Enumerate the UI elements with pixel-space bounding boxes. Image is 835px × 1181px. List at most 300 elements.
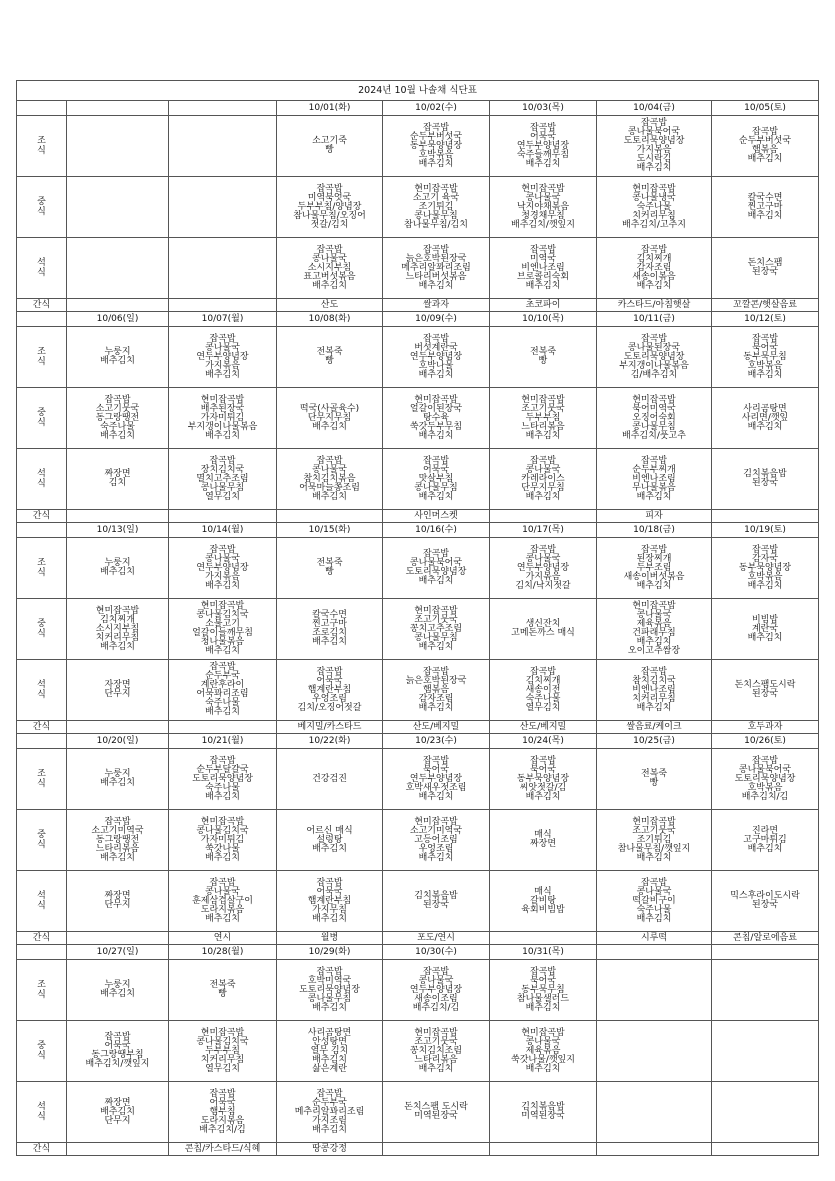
menu-item: 동부묵무침 [743,351,787,362]
menu-item: 배추김치 [418,576,454,586]
lunch-cell [712,599,819,660]
day-date: 10/11(금) [597,312,712,327]
menu-item: 매식 [534,830,552,840]
breakfast-cell [169,749,277,810]
menu-item: 호박볶음 [747,360,783,371]
menu-item: 콩나물북어국 [738,764,792,775]
dinner-cell [169,449,277,510]
dinner-row [17,238,819,299]
menu-item: 배추김치 [205,430,240,441]
menu-item: 배추김치 [636,163,672,173]
dinner-cell [712,871,819,932]
menu-item: 참치김치볶음 [303,473,356,484]
date-row-label [17,101,67,116]
menu-item: 꽁치김치조림 [409,1045,463,1056]
menu-item: 배추김치 [205,369,240,380]
menu-item: 콩나물국 [525,464,561,475]
menu-item: 씨앗젓갈/김 [519,782,567,793]
menu-item: 순두부찌개 [632,464,676,475]
menu-item: 청나물볶음 [200,637,245,647]
lunch-label: 중 식 [17,177,67,238]
lunch-cell [67,388,169,449]
menu-item: 계란후라이 [200,680,245,690]
menu-item: 조고기뭇국 [414,1036,458,1047]
day-date: 10/03(목) [490,101,597,116]
menu-item: 숙주나물 [525,693,561,704]
lunch-cell [277,388,383,449]
breakfast-cell [383,960,490,1021]
lunch-label: 중 식 [17,810,67,871]
menu-item: 단무지 [104,689,131,699]
snack-cell: 연시 [169,932,277,945]
menu-item: 잡곡밥 [209,1088,236,1099]
menu-item: 설렁탕 [316,834,343,845]
dinner-row [17,1082,819,1143]
lunch-cell [712,177,819,238]
menu-item: 배추김치 [525,430,561,441]
menu-item: 배추김치 [312,1124,347,1135]
menu-item: 제육볶음 [525,1045,561,1056]
menu-item: 고구마튀김 [743,834,787,845]
lunch-cell [490,810,597,871]
dinner-cell [490,449,597,510]
snack-label: 간식 [17,299,67,312]
breakfast-cell [712,749,819,810]
menu-item: 잡곡밥 [422,244,450,255]
day-date [169,101,277,116]
menu-item: 된장국 [751,478,779,488]
menu-item: 두부부침 [205,1045,240,1056]
dinner-cell [67,238,169,299]
date-row-label [17,734,67,749]
menu-item: 참나물무침/김치 [404,219,468,230]
menu-item: 햄계란부침 [307,684,352,695]
menu-item: 진라면 [751,825,779,836]
menu-item: 현미잡곡밥 [414,816,458,827]
menu-item: 현미잡곡밥 [414,605,458,616]
menu-item: 도토리묵양념장 [734,773,796,784]
menu-item: 배추김치 [312,280,347,291]
menu-item: 콩나물국 [312,464,347,475]
menu-item: 전복죽 [640,769,668,779]
menu-item: 부지갱이나물볶음 [619,360,689,371]
menu-item: 잡곡밥 [640,877,668,888]
menu-item: 돈치스팸 [747,258,783,268]
snack-cell [490,932,597,945]
dinner-label: 석 식 [17,1082,67,1143]
day-date [712,945,819,960]
dinner-cell [597,871,712,932]
date-row [17,523,819,538]
menu-item: 배추김치 [312,1054,347,1065]
lunch-cell [597,177,712,238]
menu-item: 카레라이스 [521,473,565,484]
menu-item: 잡곡밥 [209,755,236,766]
menu-item: 배추김치 [747,580,783,591]
snack-row [17,299,819,312]
day-date [67,101,169,116]
menu-item: 동그랑땡부침 [91,1050,144,1060]
menu-item: 콩나물무침 [414,632,458,643]
breakfast-cell [712,327,819,388]
menu-item: 도토리묵양념장 [299,984,360,995]
day-date: 10/09(수) [383,312,490,327]
menu-item: 배추김치 [418,430,454,441]
menu-item: 배추김치 [747,843,783,854]
menu-item: 배추김치 [100,778,135,788]
menu-item: 쑥갓나물/깻잎지 [511,1054,575,1065]
snack-cell: 사인머스켓 [383,510,490,523]
menu-item: 배추김치 [205,913,240,924]
menu-item: 호박나물 [418,360,454,371]
menu-item: 잡곡밥 [209,455,236,466]
dinner-cell [712,238,819,299]
menu-item: 떡국(사골육수) [299,403,360,414]
menu-item: 콩나물국 [205,886,240,897]
menu-item: 숙주나물 [636,201,672,212]
menu-item: 숙주나물 [205,698,240,708]
menu-item: 조로김치 [312,628,347,638]
menu-item: 배추김치/깻잎지 [511,219,575,230]
menu-item: 빵 [218,989,227,999]
menu-item: 두부부침 [525,412,561,423]
day-date: 10/12(토) [712,312,819,327]
menu-item: 잡곡밥 [104,816,131,827]
menu-item: 메추리알꽈리조림 [294,1106,365,1117]
lunch-cell [169,177,277,238]
day-date [597,945,712,960]
menu-item: 비엔나조림 [632,473,676,484]
menu-item: 얼갈이된장국 [409,403,463,414]
menu-item: 호박볶음 [747,571,783,582]
menu-item: 버섯계란국 [414,342,458,353]
lunch-cell [490,388,597,449]
menu-item: 청경채무침 [521,210,565,221]
menu-item: 콩나물무침 [200,482,245,493]
menu-item: 소시지부침 [95,623,140,634]
snack-cell: 콘칩/알로에음료 [712,932,819,945]
dinner-cell [597,449,712,510]
menu-item: 메추리알꽈리조림 [401,262,471,273]
date-row [17,101,819,116]
menu-item: 빵 [538,356,548,366]
menu-item: 김치찌개 [636,253,672,264]
menu-item: 잡곡밥 [422,755,450,766]
menu-item: 소고기미역국 [91,825,144,836]
menu-item: 멸치고추조림 [196,473,249,484]
lunch-cell [597,810,712,871]
menu-item: 도토리묵양념장 [405,567,467,577]
menu-item: 맛살부침 [418,473,454,484]
menu-item: 잡곡밥 [529,122,557,133]
lunch-cell [67,177,169,238]
menu-item: 배추김치 [418,369,454,380]
menu-item: 미역국 [529,253,557,264]
menu-item: 숙주나물 [636,904,672,915]
menu-item: 가지볶음 [636,145,672,155]
menu-item: 동그랑땡전 [95,412,140,423]
menu-item: 느타리버섯볶음 [405,271,467,282]
menu-item: 콩나물무침 [414,482,458,493]
snack-row [17,721,819,734]
menu-item: 연두부양념장 [409,984,463,995]
snack-cell [67,299,169,312]
dinner-label: 석 식 [17,871,67,932]
menu-item: 잡곡밥 [640,244,668,255]
menu-item: 배추김치 [205,852,240,863]
date-row-label [17,523,67,538]
menu-item: 숙주들깨무침 [516,149,570,160]
lunch-row [17,1021,819,1082]
day-date: 10/14(월) [169,523,277,538]
breakfast-cell [67,116,169,177]
day-date: 10/25(금) [597,734,712,749]
snack-cell: 산도 [277,299,383,312]
menu-item: 두부부침/양념장 [297,201,362,212]
snack-cell [169,721,277,734]
snack-label: 간식 [17,721,67,734]
menu-item: 햄볶음 [751,145,779,155]
lunch-row [17,177,819,238]
lunch-cell [490,1021,597,1082]
breakfast-cell [383,116,490,177]
menu-item: 장치김치국 [200,464,245,475]
menu-item: 참나물무침/깻잎지 [617,843,691,854]
menu-item: 새송이버섯볶음 [623,571,685,582]
menu-item: 탕수육 [422,412,450,423]
menu-item: 어묵국 [422,464,450,475]
menu-item: 감자조림 [636,262,672,273]
day-date: 10/24(목) [490,734,597,749]
menu-item: 잡곡밥 [751,333,779,344]
menu-item: 숙주나물 [205,782,240,793]
dinner-cell [490,871,597,932]
snack-cell: 카스타드/아침햇살 [597,299,712,312]
menu-item: 동부묵무침 [521,984,565,995]
breakfast-cell [169,116,277,177]
day-date: 10/08(화) [277,312,383,327]
day-date: 10/07(월) [169,312,277,327]
menu-item: 비빔밥 [751,614,779,625]
breakfast-cell [597,960,712,1021]
menu-item: 잡곡밥 [316,666,343,677]
lunch-cell [383,177,490,238]
menu-item: 조고기뭇국 [632,825,676,836]
menu-item: 도라지볶음 [200,1115,245,1126]
day-date: 10/18(금) [597,523,712,538]
menu-item: 잡곡밥 [316,877,343,888]
menu-item: 연두부양념장 [196,562,249,573]
menu-item: 현미잡곡밥 [521,1027,565,1038]
menu-item: 전복죽 [316,558,343,568]
menu-item: 치커리무침 [200,1054,245,1065]
lunch-cell [277,599,383,660]
date-row-label [17,312,67,327]
menu-item: 조고기뭇국 [521,403,565,414]
dinner-cell [277,1082,383,1143]
dinner-cell [67,660,169,721]
lunch-cell [712,1021,819,1082]
menu-item: 단무지무침 [307,412,352,423]
dinner-row [17,871,819,932]
menu-item: 믹스후라이도시락 [730,891,800,901]
day-date: 10/22(화) [277,734,383,749]
menu-item: 단무지 [104,1115,131,1126]
menu-item: 콩나물냉국 [632,192,676,203]
menu-item: 부지갱이나물볶음 [187,421,258,432]
menu-item: 콩나물국 [636,610,672,620]
snack-row [17,1143,819,1156]
snack-cell: 땅콩강정 [277,1143,383,1156]
day-date: 10/26(토) [712,734,819,749]
menu-item: 배추김치 [418,702,454,713]
lunch-cell [169,1021,277,1082]
menu-item: 현미잡곡밥 [200,1027,245,1038]
breakfast-cell [169,960,277,1021]
menu-item: 잡곡밥 [751,127,779,137]
menu-item: 잡곡밥 [529,244,557,255]
menu-item: 전복죽 [209,980,236,990]
breakfast-cell [490,327,597,388]
day-date: 10/21(월) [169,734,277,749]
menu-item: 배추김치 [418,791,454,802]
menu-item: 떡갈비구이 [632,895,676,906]
menu-item: 사리곰탕면 [743,403,787,414]
snack-cell: 초코파이 [490,299,597,312]
menu-item: 현미잡곡밥 [632,183,676,194]
menu-item: 연두부양념장 [516,562,570,573]
menu-item: 배추김치/김 [199,1124,246,1135]
menu-item: 잡곡밥 [751,755,779,766]
menu-item: 참나물무침/오징어 [293,210,366,221]
breakfast-cell [277,749,383,810]
breakfast-cell [490,538,597,599]
menu-item: 콩나물된장국 [627,342,681,353]
menu-item: 찐고구마 [312,619,347,629]
snack-cell [277,510,383,523]
menu-item: 도토리묵양념장 [623,351,685,362]
menu-item: 비엔나조림 [632,684,676,695]
lunch-cell [712,810,819,871]
lunch-cell [67,599,169,660]
menu-item: 매식 [534,886,552,897]
menu-item: 젓갈/김치 [310,219,349,230]
menu-item: 숙주나물 [100,421,135,432]
date-row-label [17,945,67,960]
menu-item: 열무 김치 [310,1045,349,1056]
menu-item: 도시락김 [636,154,672,164]
menu-item: 현미잡곡밥 [414,394,458,405]
day-date: 10/10(목) [490,312,597,327]
snack-label: 간식 [17,932,67,945]
menu-item: 콩나물국 [312,253,347,264]
menu-item: 햄볶음 [422,684,450,695]
dinner-row [17,449,819,510]
menu-item: 북어국 [529,975,557,986]
menu-item: 잡곡밥 [316,455,343,466]
day-date: 10/06(일) [67,312,169,327]
menu-item: 우엉조림 [418,843,454,854]
menu-item: 북어미역국 [632,403,676,414]
menu-item: 빵 [325,567,334,577]
menu-item: 도라지볶음 [200,904,245,915]
menu-item: 동부묵양념장 [516,773,570,784]
menu-item: 현미잡곡밥 [200,601,245,611]
snack-cell [67,510,169,523]
menu-item: 잡곡밥 [422,333,450,344]
dinner-cell [169,238,277,299]
menu-item: 콩나물김치국 [196,610,249,620]
menu-item: 배추김치/깻잎지 [85,1059,150,1069]
menu-item: 오징어숙회 [632,412,676,423]
menu-item: 치커리무침 [632,693,676,704]
menu-item: 오이고추쌈장 [627,646,681,656]
menu-item: 조고기뭇국 [414,614,458,625]
menu-item: 배추김치 [312,1002,347,1013]
lunch-row [17,599,819,660]
breakfast-cell [383,327,490,388]
breakfast-cell [277,327,383,388]
menu-item: 열무김치 [205,491,240,502]
breakfast-cell [277,538,383,599]
menu-item: 순두부버섯국 [409,131,463,142]
date-row [17,734,819,749]
menu-item: 잡곡밥 [529,755,557,766]
menu-item: 배추김치 [418,852,454,863]
menu-item: 배추김치/고추지 [622,219,686,230]
menu-item: 무나물볶음 [632,482,676,493]
menu-item: 가지볶음 [205,571,240,582]
menu-item: 쑥갓나물 [205,843,240,854]
menu-item: 된장찌개 [636,553,672,564]
dinner-cell [383,449,490,510]
breakfast-row [17,960,819,1021]
menu-item: 배추김치 [525,280,561,291]
menu-item: 두부조림 [636,562,672,573]
menu-item: 돈치스팸 도시락 [404,1102,468,1112]
page-title: 2024년 10월 나솔채 식단표 [17,81,819,101]
menu-item: 잡곡밥 [422,549,450,559]
snack-cell: 쌀과자 [383,299,490,312]
day-date: 10/04(금) [597,101,712,116]
menu-item: 콩나물무침 [414,210,458,221]
lunch-cell [383,810,490,871]
lunch-cell [597,388,712,449]
menu-item: 어묵꽈리조림 [196,689,249,699]
menu-item: 콩나물국 [418,975,454,986]
menu-item: 새송이조림 [414,993,458,1004]
menu-item: 배추김치 [100,641,135,652]
menu-item: 짜장면 [104,891,131,901]
menu-item: 배추김치 [100,356,135,366]
menu-item: 어묵국 [209,1097,236,1108]
menu-item: 잡곡밥 [640,333,668,344]
menu-item: 배추김치 [100,989,135,999]
snack-cell: 콘칩/카스타드/식혜 [169,1143,277,1156]
dinner-cell [490,1082,597,1143]
lunch-cell [67,810,169,871]
menu-item: 단무지 [104,900,131,910]
lunch-cell [597,599,712,660]
dinner-cell [67,871,169,932]
menu-item: 배추김치 [418,280,454,291]
menu-item: 빵 [325,145,334,155]
menu-item: 김/배추김치 [630,369,678,380]
menu-item: 찐고구마 [747,201,783,212]
breakfast-row [17,116,819,177]
lunch-cell [383,599,490,660]
menu-item: 배추김치 [205,791,240,802]
